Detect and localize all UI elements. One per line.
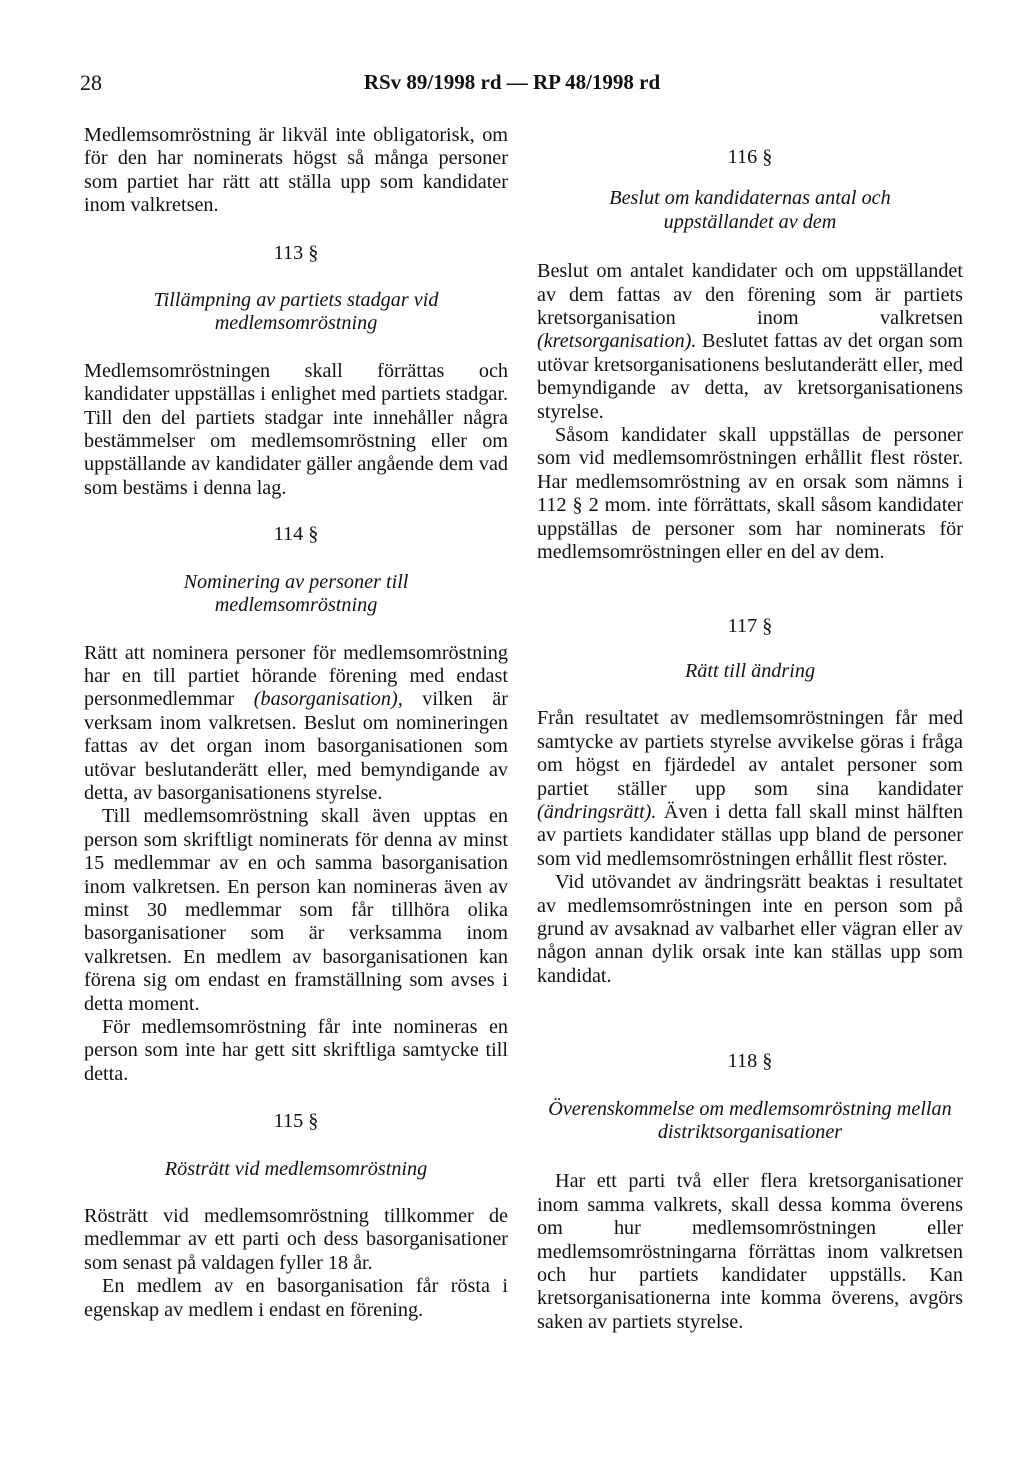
section-116-title: Beslut om kandidaternas antal och uppställandet av dem — [609, 187, 891, 233]
section-113-number: 113 § — [273, 241, 319, 264]
section-113-paragraph: Medlemsomröstningen skall förrättas och kandidater uppställas i enlighet med partiets stadgar. Till den del partiets stadgar inte innehåller några bestämmelser om medlemsomröstning eller om uppställande av kandidater gäller angående dem vad som bestäms i denna lag. — [84, 359, 508, 499]
section-115-title: Rösträtt vid medlemsomröstning — [164, 1157, 428, 1180]
section-114-title: Nominering av personer till medlemsomröstning — [183, 570, 409, 617]
section-115-paragraph-2: En medlem av en basorganisation får rösta i egenskap av medlem i endast en förening. — [84, 1275, 508, 1321]
section-116-p1-text-b: Beslutet fattas av det organ som utövar kretsorganisationens beslutanderätt eller, med bemyndigande av detta, av kretsorganisationens styrelse. — [537, 330, 963, 423]
section-117-p1-text-b: Även i detta fall skall minst hälften av partiets kandidater ställas upp bland de personer som vid medlemsomröstningen erhållit flest röster. — [537, 800, 963, 870]
section-117-paragraph-1 — [537, 707, 963, 871]
section-114-number: 114 § — [273, 523, 319, 546]
section-116-number: 116 § — [727, 146, 773, 168]
right-column — [537, 146, 963, 1334]
running-head: RSv 89/1998 rd — RP 48/1998 rd — [363, 70, 661, 94]
left-column — [84, 124, 508, 1322]
section-118-number: 118 § — [727, 1050, 773, 1073]
section-117-title: Rätt till ändring — [684, 659, 816, 682]
section-114-paragraph-3: För medlemsomröstning får inte nomineras en person som inte har gett sitt skriftliga samtycke till detta. — [84, 1016, 508, 1085]
section-114-paragraph-2: Till medlemsomröstning skall även upptas en person som skriftligt nominerats för denna av minst 15 medlemmar av en och samma basorganisation inom valkretsen. En person kan nomineras även av minst 30 medlemmar som får tillhöra olika basorganisationer som är verksamma inom valkretsen. En medlem av basorganisationen kan förena sig om endast en framställning som avses i detta moment. — [84, 805, 508, 1015]
page-number: 28 — [80, 70, 102, 95]
section-117-p1-italic: (ändringsrätt). — [537, 800, 657, 823]
section-117-p1-text-a: Från resultatet av medlemsomröstningen får med samtycke av partiets styrelse avvikelse göras i fråga om högst en fjärdedel av antalet personer som partiet ställer upp som sina kandidater — [537, 707, 963, 800]
section-117-paragraph-2: Vid utövandet av ändringsrätt beaktas i resultatet av medlemsomröstningen inte en person som på grund av avsaknad av valbarhet eller vägran eller av någon annan dylik orsak inte kan ställas upp som kandidat. — [537, 871, 963, 987]
section-114-p1-text-b: vilken är verksam inom valkretsen. Beslut om nomineringen fattas av det organ inom basorganisationen som utövar beslutanderätt eller, med bemyndigande av detta, av basorganisationens styrelse. — [84, 688, 508, 804]
section-115-number: 115 § — [273, 1110, 319, 1133]
section-118-paragraph: Har ett parti två eller flera kretsorganisationer inom samma valkrets, skall dessa komma överens om hur medlemsomröstningen eller medlemsomröstningarna förrättas inom valkretsen och hur partiets kandidater uppställs. Kan kretsorganisationerna inte komma överens, avgörs saken av partiets styrelse. — [537, 1170, 963, 1333]
section-118-title: Överenskommelse om medlemsomröstning mellan distriktsorganisationer — [548, 1097, 952, 1143]
section-116-p1-text-a: Beslut om antalet kandidater och om uppställandet av dem fattas av den förening som är partiets kretsorganisation inom valkretsen — [537, 260, 963, 330]
section-114-paragraph-1 — [84, 642, 508, 806]
section-113-title: Tillämpning av partiets stadgar vid medlemsomröstning — [153, 289, 439, 335]
section-116-paragraph-1 — [537, 260, 963, 424]
section-114-p1-text-a: Rätt att nominera personer för medlemsomröstning har en till partiet hörande förening med endast personmedlemmar — [84, 641, 508, 711]
section-117-number: 117 § — [727, 614, 773, 637]
section-115-paragraph-1: Rösträtt vid medlemsomröstning tillkommer de medlemmar av ett parti och dess basorganisationer som senast på valdagen fyller 18 år. — [84, 1205, 508, 1274]
section-114-p1-italic: (basorganisation), — [253, 688, 403, 711]
intro-paragraph: Medlemsomröstning är likväl inte obligatorisk, om för den har nominerats högst så många personer som partiet har rätt att ställa upp som kandidater inom valkretsen. — [84, 124, 508, 217]
section-116-p1-italic: (kretsorganisation). — [537, 330, 697, 353]
page-header — [0, 70, 1024, 104]
section-116-paragraph-2: Såsom kandidater skall uppställas de personer som vid medlemsomröstningen erhållit flest röster. Har medlemsomröstning av en orsak som nämns i 112 § 2 mom. inte förrättats, skall såsom kandidater uppställas de personer som har nominerats för medlemsomröstningen eller en del av dem. — [537, 424, 963, 564]
